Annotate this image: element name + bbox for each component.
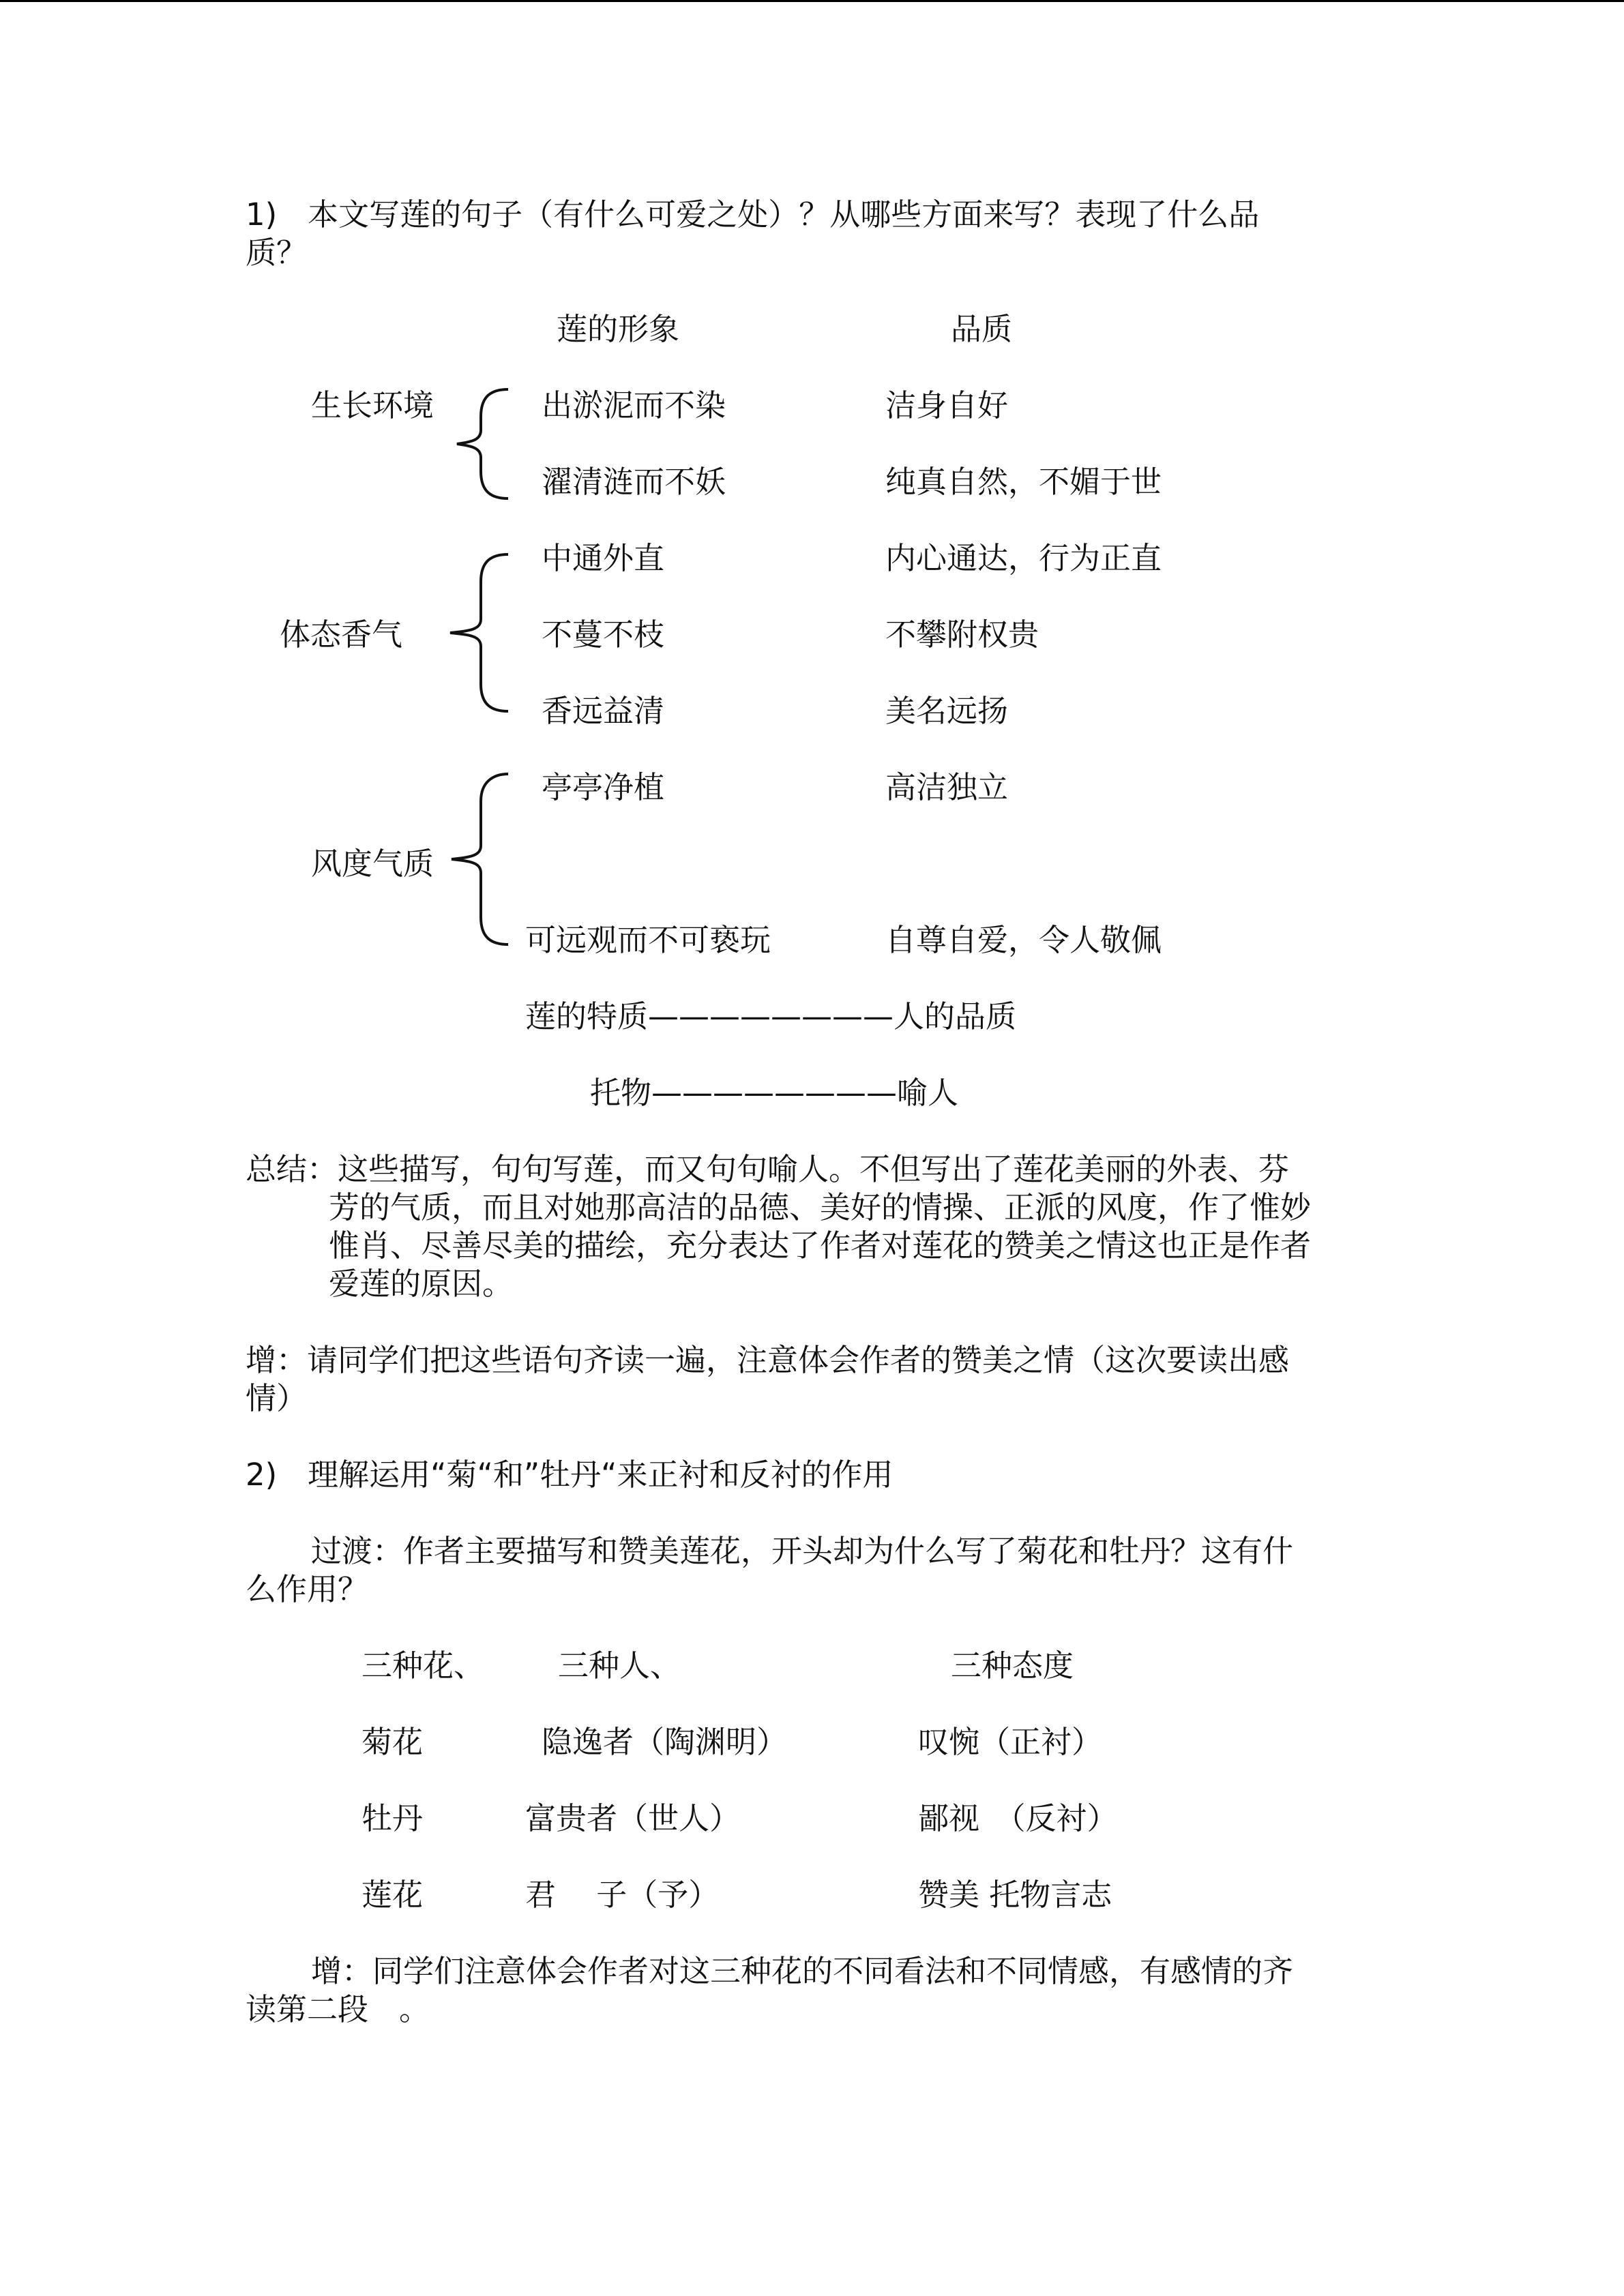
quality-row-3: 内心通达，行为正直 — [885, 540, 1162, 576]
group-label-growth: 生长环境 — [311, 387, 434, 423]
addition-2-line-1: 增：同学们注意体会作者对这三种花的不同看法和不同情感，有感情的齐 — [311, 1953, 1294, 1989]
quality-row-4: 不攀附权贵 — [885, 616, 1039, 653]
addition-2-line-2: 读第二段 。 — [246, 1991, 430, 2027]
image-row-6: 亭亭净植 — [542, 769, 665, 805]
header-attitudes: 三种态度 — [951, 1648, 1074, 1684]
flower-peony: 牡丹 — [361, 1800, 424, 1836]
column-header-quality: 品质 — [951, 311, 1013, 347]
person-gentleman: 君 子（予） — [525, 1877, 720, 1913]
group-label-demeanor: 风度气质 — [311, 846, 434, 882]
summary-line-4: 爱莲的原因。 — [329, 1266, 514, 1302]
question-1-line-2: 质？ — [246, 235, 308, 271]
image-row-2: 濯清涟而不妖 — [542, 464, 726, 500]
person-recluse: 隐逸者（陶渊明） — [542, 1724, 788, 1760]
brace-demeanor — [443, 771, 512, 948]
quality-row-6: 高洁独立 — [885, 769, 1009, 805]
transition-line-2: 么作用？ — [246, 1571, 369, 1607]
image-row-1: 出淤泥而不染 — [542, 387, 726, 423]
attitude-chrysanthemum: 叹惋（正衬） — [918, 1724, 1103, 1760]
group-label-posture: 体态香气 — [280, 616, 403, 653]
attitude-lotus: 赞美 托物言志 — [918, 1877, 1112, 1913]
image-row-3: 中通外直 — [542, 540, 665, 576]
quality-row-2: 纯真自然，不媚于世 — [885, 464, 1162, 500]
addition-1-line-2: 情） — [246, 1380, 308, 1416]
header-people: 三种人、 — [558, 1648, 681, 1684]
person-wealthy: 富贵者（世人） — [525, 1800, 741, 1836]
flower-lotus: 莲花 — [361, 1877, 424, 1913]
image-row-4: 不蔓不枝 — [542, 616, 665, 653]
relation-object-to-person: 托物————————喻人 — [590, 1075, 959, 1111]
image-row-5: 香远益清 — [542, 693, 665, 729]
header-flowers: 三种花、 — [361, 1648, 485, 1684]
summary-line-3: 惟肖、尽善尽美的描绘，充分表达了作者对莲花的赞美之情这也正是作者 — [329, 1227, 1312, 1264]
addition-1-line-1: 增：请同学们把这些语句齐读一遍，注意体会作者的赞美之情（这次要读出感 — [246, 1342, 1290, 1378]
quality-row-7: 自尊自爱，令人敬佩 — [885, 922, 1162, 958]
summary-line-1: 总结：这些描写，句句写莲，而又句句喻人。不但写出了莲花美丽的外表、芬 — [246, 1151, 1290, 1187]
brace-posture — [443, 551, 512, 715]
image-row-7: 可远观而不可亵玩 — [525, 922, 771, 958]
brace-growth — [443, 386, 512, 502]
summary-line-2: 芳的气质，而且对她那高洁的品德、美好的情操、正派的风度，作了惟妙 — [329, 1189, 1312, 1225]
page-top-border — [0, 0, 1624, 2]
column-header-image: 莲的形象 — [557, 311, 680, 347]
quality-row-5: 美名远扬 — [885, 693, 1009, 729]
question-2: 2) 理解运用“菊“和”牡丹“来正衬和反衬的作用 — [246, 1457, 894, 1493]
question-1-line-1: 1) 本文写莲的句子（有什么可爱之处）？从哪些方面来写？表现了什么品 — [246, 196, 1260, 233]
relation-traits-to-character: 莲的特质————————人的品质 — [525, 998, 1017, 1034]
transition-line-1: 过渡：作者主要描写和赞美莲花，开头却为什么写了菊花和牡丹？这有什 — [311, 1533, 1294, 1569]
quality-row-1: 洁身自好 — [885, 387, 1009, 423]
flower-chrysanthemum: 菊花 — [361, 1724, 424, 1760]
attitude-peony: 鄙视 （反衬） — [918, 1800, 1118, 1836]
